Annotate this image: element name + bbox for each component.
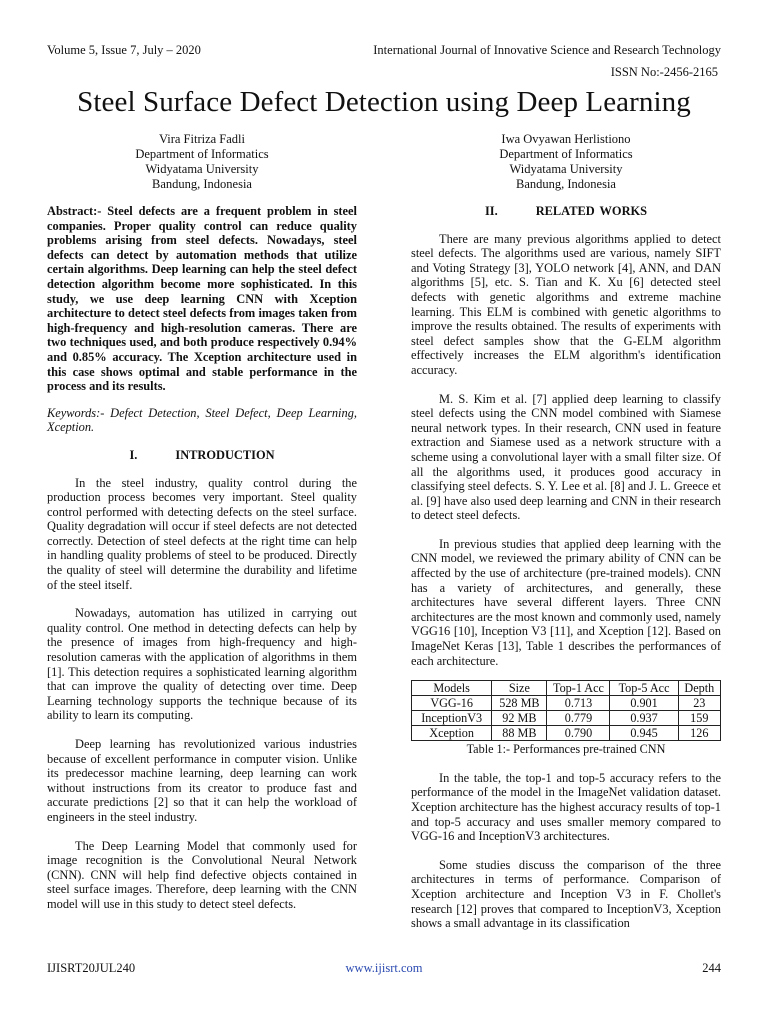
table-cell: 0.937 xyxy=(610,711,678,726)
author-dept: Department of Informatics xyxy=(135,147,269,161)
performance-table xyxy=(411,680,721,741)
author-univ: Widyatama University xyxy=(145,162,259,176)
table-cell: 0.713 xyxy=(547,696,610,711)
section-title: RELATED WORKS xyxy=(535,204,648,218)
header-cell: Size xyxy=(492,681,547,696)
header-cell: Top-5 Acc xyxy=(610,681,678,696)
table-cell: Xception xyxy=(412,726,492,741)
intro-paragraph: Deep learning has revolutionized various industries because of excellent performance in computer vision. Unlike its predecessor machine learning, deep learning can work without instructions from its creator to produce fast and accurate predictions [2] so that it can help the workload of engineers in the steel industry. xyxy=(47,737,357,824)
header-cell: Depth xyxy=(678,681,720,696)
table-caption: Table 1:- Performances pre-trained CNN xyxy=(466,742,666,757)
header-journal: International Journal of Innovative Science and Research Technology xyxy=(373,43,721,57)
left-column xyxy=(47,204,357,912)
footer-code: IJISRT20JUL240 xyxy=(47,961,136,975)
header-cell: Top-1 Acc xyxy=(547,681,610,696)
author-city: Bandung, Indonesia xyxy=(152,177,252,191)
table-cell: 0.901 xyxy=(610,696,678,711)
section-number: I. xyxy=(129,447,138,462)
table-cell: 528 MB xyxy=(492,696,547,711)
paper-title: Steel Surface Defect Detection using Deep Learning xyxy=(77,86,691,118)
table-cell: 0.790 xyxy=(547,726,610,741)
table-cell: InceptionV3 xyxy=(412,711,492,726)
header-cell: Models xyxy=(412,681,492,696)
table-row xyxy=(412,696,721,711)
related-paragraph: Some studies discuss the comparison of the three architectures in terms of performance. Comparison of Xception architecture and Inception V3 in F. Chollet's research [12] proves that compared to InceptionV3, Xception shows a small advantage in its classification xyxy=(411,857,721,931)
related-paragraph: In the table, the top-1 and top-5 accuracy refers to the performance of the model in the ImageNet validation dataset. Xception architecture has the highest accuracy results of top-1 and top-5 accuracy and uses smaller memory compared to VGG-16 and InceptionV3 architectures. xyxy=(411,770,721,844)
related-paragraph: In previous studies that applied deep learning with the CNN model, we reviewed the primary ability of CNN can be affected by the use of architecture (pre-trained models). CNN has a variety of architectures, and generally, these architectures have several different layers. Three CNN architectures are the most known and commonly used, namely VGG16 [10], Inception V3 [11], and Xception [12]. Based on ImageNet Keras [13], Table 1 describes the performances of each architecture. xyxy=(411,536,721,668)
author-1 xyxy=(52,132,352,192)
author-name: Vira Fitriza Fadli xyxy=(158,132,246,146)
table-cell: 126 xyxy=(678,726,720,741)
table-cell: 92 MB xyxy=(492,711,547,726)
table-cell: 0.779 xyxy=(547,711,610,726)
author-dept: Department of Informatics xyxy=(499,147,633,161)
footer-url[interactable]: www.ijisrt.com xyxy=(345,961,423,975)
table-cell: VGG-16 xyxy=(412,696,492,711)
right-column xyxy=(411,204,721,931)
section-heading-introduction xyxy=(47,448,357,463)
author-2 xyxy=(416,132,716,192)
section-heading-related-works xyxy=(411,204,721,219)
intro-paragraph: The Deep Learning Model that commonly used for image recognition is the Convolutional Neural Network (CNN). CNN will help find defective objects contained in steel surface images. Therefore, deep learning with the CNN model will use in this study to detect steel defects. xyxy=(47,838,357,911)
intro-paragraph: Nowadays, automation has utilized in carrying out quality control. One method in detecting defects can help by the presence of images from high-frequency and high-resolution cameras with the application of algorithms in them [1]. This detection requires a sophisticated learning algorithm that can improve the quality of detecting over time. Deep Learning technology supports the technique because of its ability to learn its computing. xyxy=(47,606,357,723)
related-paragraph: M. S. Kim et al. [7] applied deep learning to classify steel defects using the CNN model combined with Siamese neural network types. In their research, CNN used in feature extraction and Siamese used as a network structure with a scheme using a convolutional layer with a small filter size. Of all the algorithms used, it produces good accuracy in classifying steel defects. S. Y. Lee et al. [8] and J. L. Greece et al. [9] have also used deep learning and CNN in their research to detect steel defects. xyxy=(411,391,721,523)
keywords: Keywords:- Defect Detection, Steel Defect, Deep Learning, Xception. xyxy=(47,405,357,435)
footer-page-number: 244 xyxy=(702,961,721,975)
author-city: Bandung, Indonesia xyxy=(516,177,616,191)
table-row xyxy=(412,711,721,726)
intro-paragraph: In the steel industry, quality control during the production process becomes very important. Steel quality control performed with detecting defects on the steel surface. Quality degradation will occur if steel defects are not detected correctly. Detection of steel defects at the right time can help in handling quality problems of steel to be produced. Directly the quality of steel will determine the durability and lifetime of the steel itself. xyxy=(47,475,357,592)
table-header-row xyxy=(412,681,721,696)
section-number: II. xyxy=(484,204,498,218)
table-cell: 88 MB xyxy=(492,726,547,741)
section-title: INTRODUCTION xyxy=(175,447,275,462)
abstract: Abstract:- Steel defects are a frequent problem in steel companies. Proper quality control can reduce quality problems arising from steel defects. Nowadays, steel defects can detect by automation methods that utilize certain algorithms. Deep learning can help the steel defect detection algorithm become more sophisticated. In this study, we use deep learning CNN with Xception architecture to detect steel defects from images taken from high-frequency and high-resolution cameras. There are two techniques used, and both produce respectively 0.94% and 0.85% accuracy. The Xception architecture used in this case shows optimal and stable performance in the process and its results. xyxy=(47,204,357,394)
header-volume: Volume 5, Issue 7, July – 2020 xyxy=(47,43,201,57)
table-cell: 0.945 xyxy=(610,726,678,741)
table-cell: 23 xyxy=(678,696,720,711)
table-cell: 159 xyxy=(678,711,720,726)
related-paragraph: There are many previous algorithms applied to detect steel defects. The algorithms used are various, namely SIFT and Voting Strategy [3], YOLO network [4], ANN, and DAN algorithms [5], etc. S. Tian and K. Xu [6] detected steel defects with genetic algorithms and extreme machine learning. This ELM is combined with genetic algorithms to improve the results obtained. The results of experiments with steel defect samples show that the G-ELM algorithm effectively increases the ELM algorithm's identification accuracy. xyxy=(411,231,721,377)
author-univ: Widyatama University xyxy=(509,162,623,176)
author-name: Iwa Ovyawan Herlistiono xyxy=(501,132,631,146)
header-issn: ISSN No:-2456-2165 xyxy=(610,65,718,79)
table-row xyxy=(412,726,721,741)
